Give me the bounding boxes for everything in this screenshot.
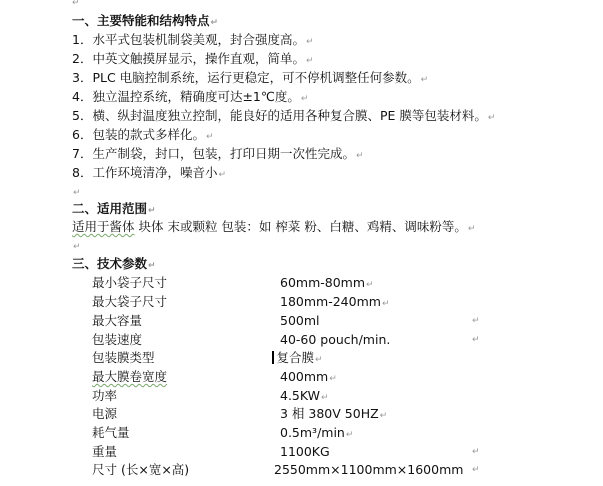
spec-label: 功率 <box>92 388 118 403</box>
spec-label: 最小袋子尺寸 <box>92 275 168 290</box>
spec-label: 最大膜卷宽度 <box>92 369 168 384</box>
section-heading-scope <box>72 201 156 219</box>
spec-value: 180mm-240mm↵ <box>280 294 390 309</box>
section-title: 二、适用范围 <box>72 201 148 216</box>
paragraph-mark: ↵ <box>72 0 80 8</box>
feature-item-1 <box>72 32 314 50</box>
feature-item-8 <box>72 165 226 183</box>
spec-label: 电源 <box>92 406 118 421</box>
empty-paragraph <box>72 183 81 201</box>
paragraph-mark: ↵ <box>467 224 476 234</box>
paragraph-mark: ↵ <box>305 37 314 47</box>
paragraph-mark: ↵ <box>355 151 364 161</box>
paragraph-mark: ↵ <box>73 242 81 252</box>
paragraph-mark: ↵ <box>315 355 323 365</box>
feature-item-5 <box>72 108 495 126</box>
spec-label: 最大容量 <box>92 313 143 328</box>
scope-body: 块体 末或颗粒 包装：如 榨菜 粉、白糖、鸡精、调味粉等。 <box>134 219 467 234</box>
spec-value: 60mm-80mm↵ <box>280 275 374 290</box>
feature-item-2 <box>72 51 314 69</box>
text-cursor <box>272 351 274 364</box>
feature-text: 2．中英文触摸屏显示，操作直观，简单。 <box>72 51 305 66</box>
section-heading-specs <box>72 256 156 274</box>
section-heading-features <box>72 13 218 31</box>
spec-value: 复合膜↵ <box>272 350 323 368</box>
paragraph-mark: ↵ <box>73 188 81 198</box>
paragraph-mark: ↵ <box>148 261 156 271</box>
paragraph-mark: ↵ <box>345 430 354 440</box>
spec-label: 包装速度 <box>92 332 143 347</box>
paragraph-mark: ↵ <box>472 335 480 345</box>
paragraph-mark: ↵ <box>305 56 314 66</box>
scope-text <box>72 219 475 237</box>
section-title: 三、技术参数 <box>72 256 148 271</box>
feature-text: 8．工作环境清净，噪音小 <box>72 165 218 180</box>
spec-label: 尺寸 (长×宽×高) <box>92 462 190 477</box>
paragraph-mark: ↵ <box>487 113 496 123</box>
section-title: 一、主要特能和结构特点 <box>72 13 210 28</box>
spec-label: 耗气量 <box>92 425 130 440</box>
spec-value: 400mm↵ <box>280 369 337 384</box>
spellcheck-underlined-text: 适用于酱体 <box>72 219 135 234</box>
feature-item-6 <box>72 127 214 145</box>
spec-value: 1100KG <box>280 444 330 459</box>
spec-value: 0.5m³/min↵ <box>280 425 354 440</box>
paragraph-mark: ↵ <box>420 75 429 85</box>
feature-item-4 <box>72 89 308 107</box>
spec-label: 最大袋子尺寸 <box>92 294 168 309</box>
feature-text: 3．PLC 电脑控制系统，运行更稳定，可不停机调整任何参数。 <box>72 70 420 85</box>
feature-text: 7．生产制袋，封口，包装，打印日期一次性完成。 <box>72 146 355 161</box>
feature-text: 4．独立温控系统，精确度可达±1℃度。 <box>72 89 300 104</box>
spec-value: 2550mm×1100mm×1600mm <box>274 462 464 477</box>
paragraph-mark: ↵ <box>205 132 214 142</box>
paragraph-mark: ↵ <box>329 374 337 384</box>
feature-text: 1．水平式包装机制袋美观，封合强度高。 <box>72 32 305 47</box>
spec-value: 500ml <box>280 313 320 328</box>
spec-value: 4.5KW↵ <box>280 388 329 403</box>
paragraph-mark: ↵ <box>300 94 309 104</box>
feature-text: 6．包装的款式多样化。 <box>72 127 205 142</box>
feature-item-3 <box>72 70 428 88</box>
spec-label: 重量 <box>92 444 118 459</box>
paragraph-mark: ↵ <box>218 170 227 180</box>
feature-text: 5．横、纵封温度独立控制，能良好的适用各种复合膜、PE 膜等包装材料。 <box>72 108 487 123</box>
paragraph-mark: ↵ <box>321 393 329 403</box>
paragraph-mark: ↵ <box>472 316 480 326</box>
empty-paragraph <box>72 237 81 255</box>
spec-label: 包装膜类型 <box>92 350 155 365</box>
paragraph-mark: ↵ <box>472 465 480 475</box>
paragraph-mark: ↵ <box>210 18 219 28</box>
paragraph-mark: ↵ <box>381 299 390 309</box>
feature-item-7 <box>72 146 364 164</box>
paragraph-mark: ↵ <box>379 411 388 421</box>
paragraph-mark: ↵ <box>472 447 480 457</box>
spec-value: 3 相 380V 50HZ↵ <box>280 406 388 421</box>
paragraph-mark: ↵ <box>148 206 156 216</box>
paragraph-mark: ↵ <box>366 280 374 290</box>
spec-value: 40-60 pouch/min. <box>280 332 391 347</box>
